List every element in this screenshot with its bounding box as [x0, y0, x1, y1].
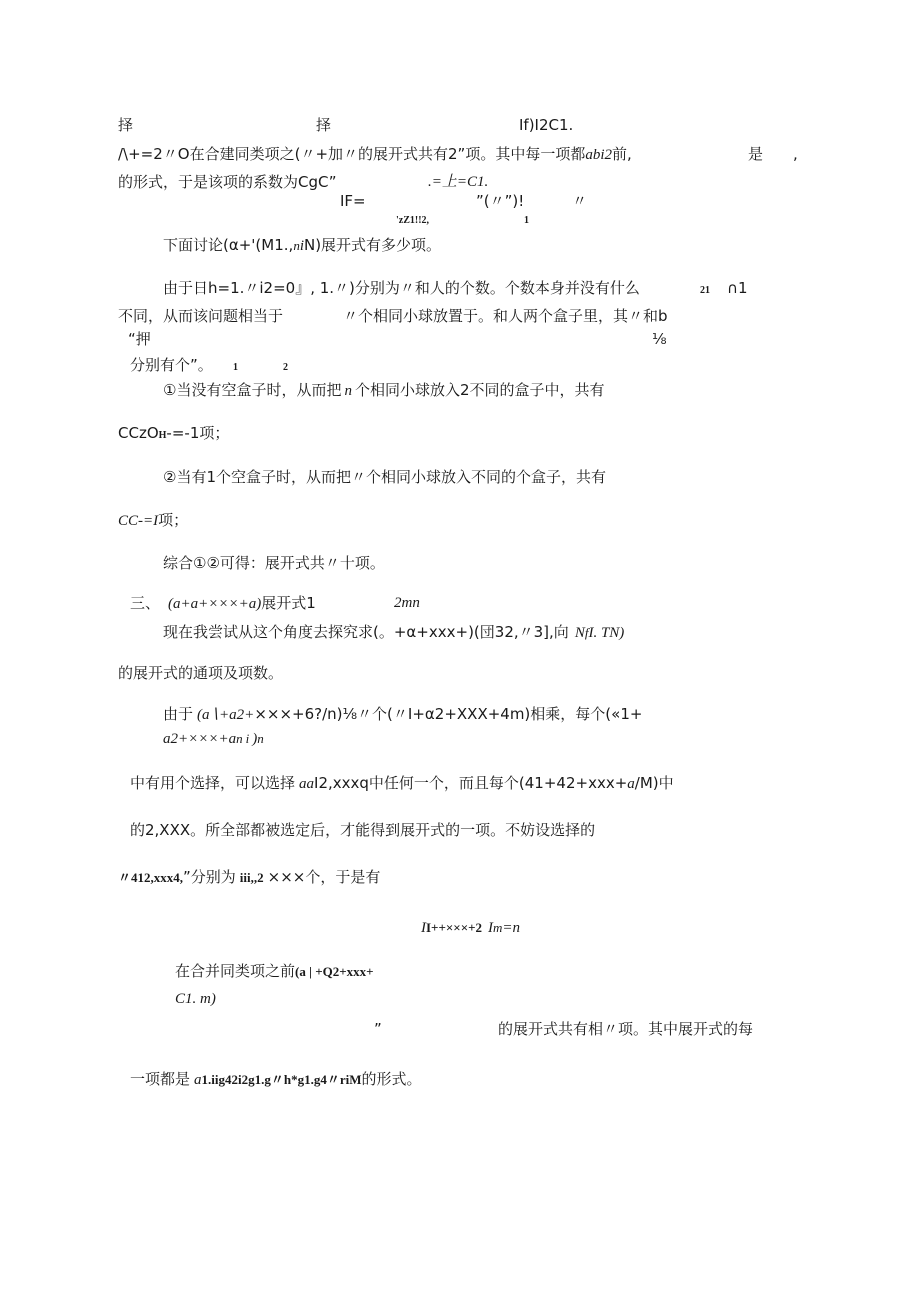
text-line: 是: [748, 145, 764, 163]
text-line: 的2,XXX。所全部都被选定后，才能得到展开式的一项。不妨设选择的: [130, 821, 596, 839]
text-span: 中有用个选择，可以选择: [130, 774, 296, 792]
subscript-span: n: [236, 731, 243, 746]
text-line: ”(〃”)!: [476, 192, 525, 210]
text-line: [118, 424, 229, 445]
text-span: N)展开式有多少项。: [303, 236, 442, 254]
text-line: ,: [793, 145, 798, 163]
formula-span: CC-=I: [118, 513, 159, 529]
text-span: 现在我尝试从这个角度去探究求(。+α+xxx+)(団32,〃3],向: [163, 623, 569, 641]
text-line: 21: [700, 285, 710, 296]
formula-span: I: [421, 920, 426, 936]
formula-span: n: [344, 383, 352, 399]
text-line: [175, 962, 374, 981]
text-line: 的形式，于是该项的系数为CgC”: [118, 173, 337, 191]
text-span: /\+=2〃O在合建同类项之(〃+加〃的展开式共有2”项。其中每一项都: [118, 145, 586, 163]
formula-span: 2mn: [394, 595, 420, 611]
subscript-span: n: [257, 731, 264, 746]
text-span: 由于: [163, 705, 194, 723]
text-span: 个相同小球放入2不同的盒子中，共有: [354, 381, 605, 399]
formula-span: abi2: [585, 147, 613, 163]
subscript-span: H: [158, 430, 167, 441]
text-line: 2: [283, 362, 288, 373]
text-span: CCzO: [118, 424, 159, 442]
text-line: [163, 236, 441, 255]
text-line: 〃个相同小球放置于。和人两个盒子里，其〃和b: [343, 307, 668, 325]
formula-span: (a | +Q2+xxx+: [295, 964, 374, 979]
text-line: 分别有个”。: [130, 356, 213, 374]
formula-span: I: [488, 920, 494, 936]
text-line: 1: [233, 362, 238, 373]
text-span: 展开式1: [261, 594, 316, 612]
formula-span: (a+a+×××+a): [168, 596, 262, 612]
text-line: [118, 145, 632, 164]
formula-span: N: [574, 625, 585, 641]
text-line: [163, 705, 642, 724]
text-line: 综合①②可得：展开式共〃十项。: [163, 554, 385, 572]
text-line: 〃: [572, 192, 588, 210]
formula-line: C1. m): [175, 991, 216, 1007]
text-line: ”: [374, 1020, 382, 1038]
text-span: 的形式。: [361, 1070, 422, 1088]
text-span: /M)中: [634, 774, 674, 792]
text-line: 由于日h=1.〃i2=0』, 1.〃)分别为〃和人的个数。个数本身并没有什么: [163, 279, 640, 297]
text-span: ①当没有空盒子时，从而把: [163, 381, 342, 399]
formula-span: ): [252, 731, 258, 747]
text-line: ⅛: [652, 330, 667, 348]
formula-span: I++×××+2: [426, 920, 483, 935]
formula-span: (a∖+a2+: [197, 707, 255, 723]
formula-span: aa: [299, 776, 315, 792]
text-span: I2,xxxq中任何一个，而且每个(41+42+xxx+: [314, 774, 628, 792]
formula-span: a: [627, 776, 635, 792]
text-line: [130, 1070, 422, 1089]
text-line: [118, 511, 188, 530]
formula-span: a: [194, 1072, 202, 1088]
text-line: 的展开式共有相〃项。其中展开式的每: [498, 1020, 754, 1038]
text-line: [130, 774, 674, 793]
formula-span: 〃412,xxx4,: [118, 870, 184, 885]
text-span: 前,: [612, 145, 632, 163]
text-line: [163, 623, 624, 642]
text-line: [118, 868, 380, 887]
text-span: -=-1项；: [166, 424, 230, 442]
text-span: 在合并同类项之前: [175, 962, 296, 980]
formula-span: n: [293, 238, 300, 253]
formula-line: [163, 730, 264, 748]
text-line: 'zZ1!!2,: [396, 215, 430, 226]
subscript-span: i: [245, 731, 250, 746]
formula-span: iii,,2: [239, 870, 264, 885]
text-line: “押: [128, 330, 151, 348]
text-line: [163, 381, 605, 400]
text-line: 1: [524, 215, 529, 226]
text-line: 择: [316, 116, 332, 134]
text-span: ×××+6?/n)⅛〃个(〃I+α2+XXX+4m)相乘，每个(«1+: [254, 705, 643, 723]
formula-span: =n: [502, 920, 521, 936]
formula-span: a2+×××+a: [163, 731, 237, 747]
formula-span: f: [584, 625, 589, 640]
formula-span: I. TN): [588, 625, 625, 641]
formula-span: i: [299, 238, 304, 254]
formula-span: 1.iig42i2g1.g〃h*g1.g4〃riM: [201, 1072, 362, 1087]
text-span: ×××个，于是有: [267, 868, 381, 886]
text-span: ”分别为: [183, 868, 236, 886]
text-span: 项；: [158, 511, 189, 529]
section-heading: [130, 594, 316, 613]
text-span: 一项都是: [130, 1070, 191, 1088]
text-span: 下面讨论(α+'(M1.,: [163, 236, 294, 254]
subscript-span: m: [493, 920, 503, 935]
text-line: 的展开式的通项及项数。: [118, 664, 284, 682]
text-line: 择: [118, 116, 134, 134]
text-line: ∩1: [727, 279, 748, 297]
equation-line: [421, 918, 520, 937]
text-span: 三、: [130, 594, 161, 612]
formula-span: .=上=C1.: [428, 174, 489, 190]
text-line: If)I2C1.: [519, 116, 574, 134]
text-line: 不同，从而该问题相当于: [118, 307, 284, 325]
text-line: ②当有1个空盒子时，从而把〃个相同小球放入不同的个盒子，共有: [163, 468, 606, 486]
text-line: IF=: [340, 192, 366, 210]
